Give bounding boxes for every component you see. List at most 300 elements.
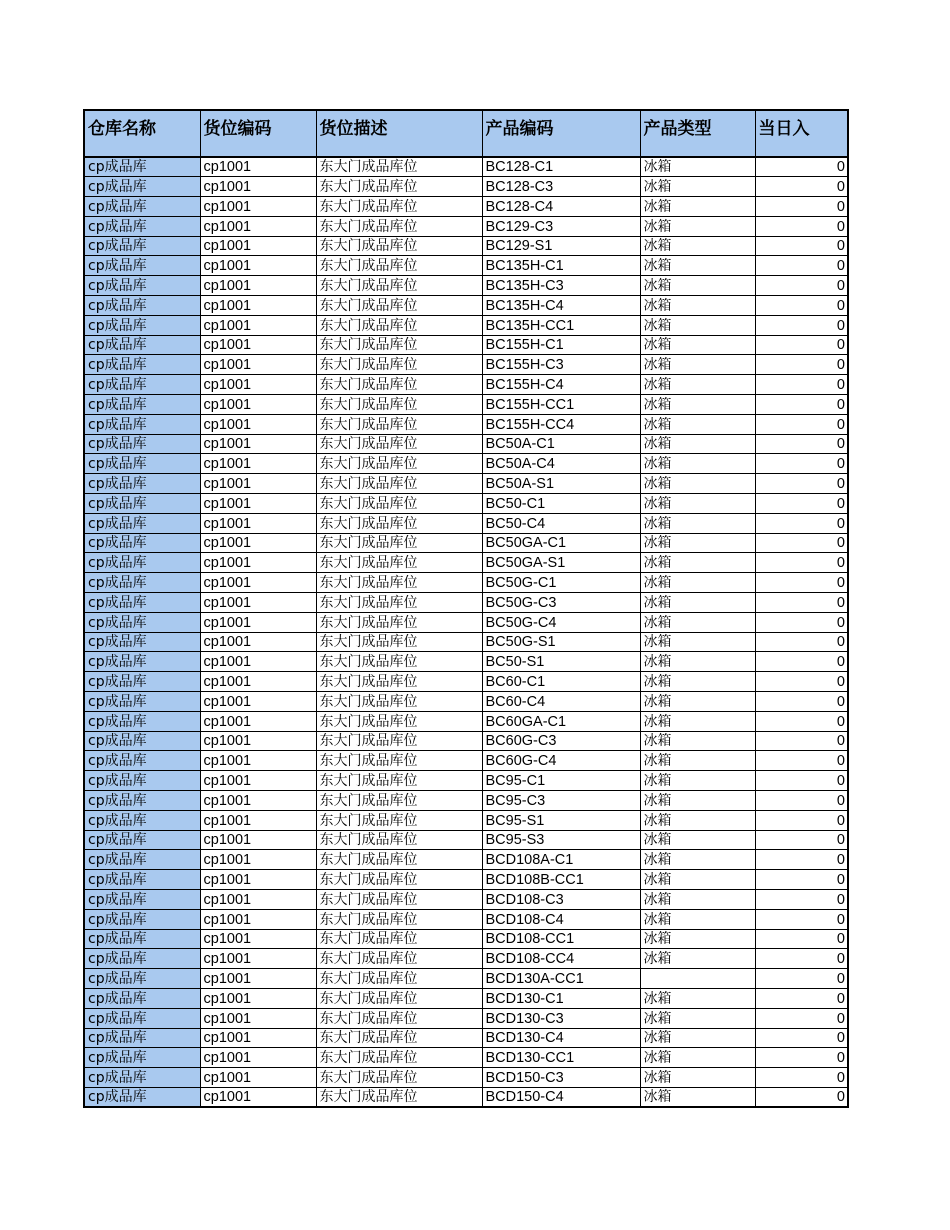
cell-warehouse-name[interactable]: cp成品库 bbox=[84, 414, 200, 434]
cell-product-code[interactable]: BC50A-C4 bbox=[482, 454, 640, 474]
cell-location-description[interactable]: 东大门成品库位 bbox=[316, 494, 482, 514]
cell-warehouse-name[interactable]: cp成品库 bbox=[84, 870, 200, 890]
cell-location-code[interactable]: cp1001 bbox=[200, 395, 316, 415]
cell-product-code[interactable]: BC95-S1 bbox=[482, 810, 640, 830]
cell-warehouse-name[interactable]: cp成品库 bbox=[84, 632, 200, 652]
cell-warehouse-name[interactable]: cp成品库 bbox=[84, 573, 200, 593]
cell-product-type[interactable]: 冰箱 bbox=[640, 434, 755, 454]
cell-warehouse-name[interactable]: cp成品库 bbox=[84, 830, 200, 850]
cell-daily-inbound[interactable]: 0 bbox=[755, 335, 848, 355]
cell-daily-inbound[interactable]: 0 bbox=[755, 969, 848, 989]
cell-location-description[interactable]: 东大门成品库位 bbox=[316, 256, 482, 276]
cell-product-code[interactable]: BC50G-S1 bbox=[482, 632, 640, 652]
cell-warehouse-name[interactable]: cp成品库 bbox=[84, 652, 200, 672]
cell-location-description[interactable]: 东大门成品库位 bbox=[316, 692, 482, 712]
cell-location-description[interactable]: 东大门成品库位 bbox=[316, 1028, 482, 1048]
cell-location-description[interactable]: 东大门成品库位 bbox=[316, 474, 482, 494]
cell-location-description[interactable]: 东大门成品库位 bbox=[316, 355, 482, 375]
cell-product-code[interactable]: BC155H-C3 bbox=[482, 355, 640, 375]
table-row bbox=[84, 395, 848, 415]
cell-product-code[interactable]: BC128-C1 bbox=[482, 157, 640, 177]
cell-location-description[interactable]: 东大门成品库位 bbox=[316, 909, 482, 929]
cell-warehouse-name[interactable]: cp成品库 bbox=[84, 593, 200, 613]
cell-product-type[interactable]: 冰箱 bbox=[640, 909, 755, 929]
cell-location-code[interactable]: cp1001 bbox=[200, 315, 316, 335]
cell-daily-inbound[interactable]: 0 bbox=[755, 632, 848, 652]
cell-product-type[interactable]: 冰箱 bbox=[640, 315, 755, 335]
cell-location-code[interactable]: cp1001 bbox=[200, 454, 316, 474]
cell-location-code[interactable]: cp1001 bbox=[200, 672, 316, 692]
cell-warehouse-name[interactable]: cp成品库 bbox=[84, 889, 200, 909]
cell-product-code[interactable]: BCD130-C3 bbox=[482, 1008, 640, 1028]
cell-location-code[interactable]: cp1001 bbox=[200, 850, 316, 870]
cell-daily-inbound[interactable]: 0 bbox=[755, 375, 848, 395]
cell-product-type[interactable]: 冰箱 bbox=[640, 731, 755, 751]
cell-location-code[interactable]: cp1001 bbox=[200, 909, 316, 929]
cell-location-code[interactable]: cp1001 bbox=[200, 513, 316, 533]
cell-location-description[interactable]: 东大门成品库位 bbox=[316, 810, 482, 830]
cell-warehouse-name[interactable]: cp成品库 bbox=[84, 791, 200, 811]
cell-location-description[interactable]: 东大门成品库位 bbox=[316, 1068, 482, 1088]
cell-location-code[interactable]: cp1001 bbox=[200, 157, 316, 177]
cell-daily-inbound[interactable]: 0 bbox=[755, 889, 848, 909]
cell-product-type[interactable]: 冰箱 bbox=[640, 1048, 755, 1068]
cell-daily-inbound[interactable]: 0 bbox=[755, 216, 848, 236]
cell-location-description[interactable]: 东大门成品库位 bbox=[316, 276, 482, 296]
cell-warehouse-name[interactable]: cp成品库 bbox=[84, 850, 200, 870]
cell-warehouse-name[interactable]: cp成品库 bbox=[84, 335, 200, 355]
cell-location-description[interactable]: 东大门成品库位 bbox=[316, 672, 482, 692]
cell-warehouse-name[interactable]: cp成品库 bbox=[84, 474, 200, 494]
table-row bbox=[84, 355, 848, 375]
cell-location-code[interactable]: cp1001 bbox=[200, 711, 316, 731]
cell-product-code[interactable]: BC60-C1 bbox=[482, 672, 640, 692]
cell-product-type[interactable]: 冰箱 bbox=[640, 1087, 755, 1107]
table-row bbox=[84, 256, 848, 276]
cell-product-type[interactable]: 冰箱 bbox=[640, 335, 755, 355]
cell-daily-inbound[interactable]: 0 bbox=[755, 909, 848, 929]
cell-product-code[interactable]: BC60GA-C1 bbox=[482, 711, 640, 731]
cell-location-description[interactable]: 东大门成品库位 bbox=[316, 652, 482, 672]
cell-location-description[interactable]: 东大门成品库位 bbox=[316, 731, 482, 751]
cell-warehouse-name[interactable]: cp成品库 bbox=[84, 553, 200, 573]
cell-warehouse-name[interactable]: cp成品库 bbox=[84, 513, 200, 533]
cell-product-code[interactable]: BC50G-C4 bbox=[482, 612, 640, 632]
cell-warehouse-name[interactable]: cp成品库 bbox=[84, 434, 200, 454]
cell-location-code[interactable]: cp1001 bbox=[200, 355, 316, 375]
cell-product-code[interactable]: BCD108-C4 bbox=[482, 909, 640, 929]
cell-daily-inbound[interactable]: 0 bbox=[755, 573, 848, 593]
cell-location-description[interactable]: 东大门成品库位 bbox=[316, 929, 482, 949]
cell-product-code[interactable]: BC60G-C3 bbox=[482, 731, 640, 751]
cell-daily-inbound[interactable]: 0 bbox=[755, 711, 848, 731]
cell-product-type[interactable]: 冰箱 bbox=[640, 672, 755, 692]
cell-product-code[interactable]: BC155H-C4 bbox=[482, 375, 640, 395]
cell-location-code[interactable]: cp1001 bbox=[200, 375, 316, 395]
cell-location-code[interactable]: cp1001 bbox=[200, 731, 316, 751]
cell-product-type[interactable]: 冰箱 bbox=[640, 177, 755, 197]
cell-warehouse-name[interactable]: cp成品库 bbox=[84, 494, 200, 514]
header-product-code: 产品编码 bbox=[482, 110, 640, 157]
cell-daily-inbound[interactable]: 0 bbox=[755, 1028, 848, 1048]
cell-warehouse-name[interactable]: cp成品库 bbox=[84, 810, 200, 830]
cell-location-code[interactable]: cp1001 bbox=[200, 593, 316, 613]
cell-daily-inbound[interactable]: 0 bbox=[755, 1008, 848, 1028]
cell-product-type[interactable]: 冰箱 bbox=[640, 157, 755, 177]
table-row bbox=[84, 315, 848, 335]
cell-product-type[interactable]: 冰箱 bbox=[640, 573, 755, 593]
cell-location-description[interactable]: 东大门成品库位 bbox=[316, 593, 482, 613]
cell-product-code[interactable]: BC155H-CC1 bbox=[482, 395, 640, 415]
cell-daily-inbound[interactable]: 0 bbox=[755, 533, 848, 553]
cell-daily-inbound[interactable]: 0 bbox=[755, 810, 848, 830]
cell-daily-inbound[interactable]: 0 bbox=[755, 751, 848, 771]
cell-product-type[interactable]: 冰箱 bbox=[640, 889, 755, 909]
cell-daily-inbound[interactable]: 0 bbox=[755, 355, 848, 375]
cell-product-code[interactable]: BC50-C1 bbox=[482, 494, 640, 514]
cell-warehouse-name[interactable]: cp成品库 bbox=[84, 731, 200, 751]
cell-product-code[interactable]: BCD130-CC1 bbox=[482, 1048, 640, 1068]
cell-product-type[interactable]: 冰箱 bbox=[640, 929, 755, 949]
cell-product-code[interactable]: BC128-C4 bbox=[482, 197, 640, 217]
cell-warehouse-name[interactable]: cp成品库 bbox=[84, 355, 200, 375]
cell-location-code[interactable]: cp1001 bbox=[200, 949, 316, 969]
cell-product-code[interactable]: BCD150-C3 bbox=[482, 1068, 640, 1088]
cell-location-code[interactable]: cp1001 bbox=[200, 870, 316, 890]
cell-location-description[interactable]: 东大门成品库位 bbox=[316, 315, 482, 335]
cell-warehouse-name[interactable]: cp成品库 bbox=[84, 1048, 200, 1068]
cell-product-type[interactable]: 冰箱 bbox=[640, 355, 755, 375]
cell-product-type[interactable]: 冰箱 bbox=[640, 553, 755, 573]
cell-product-type[interactable]: 冰箱 bbox=[640, 652, 755, 672]
cell-product-code[interactable]: BC129-S1 bbox=[482, 236, 640, 256]
cell-location-description[interactable]: 东大门成品库位 bbox=[316, 1048, 482, 1068]
cell-warehouse-name[interactable]: cp成品库 bbox=[84, 1028, 200, 1048]
cell-location-code[interactable]: cp1001 bbox=[200, 612, 316, 632]
cell-location-description[interactable]: 东大门成品库位 bbox=[316, 414, 482, 434]
cell-daily-inbound[interactable]: 0 bbox=[755, 988, 848, 1008]
cell-daily-inbound[interactable]: 0 bbox=[755, 513, 848, 533]
cell-daily-inbound[interactable]: 0 bbox=[755, 553, 848, 573]
cell-location-description[interactable]: 东大门成品库位 bbox=[316, 395, 482, 415]
cell-location-description[interactable]: 东大门成品库位 bbox=[316, 870, 482, 890]
cell-location-description[interactable]: 东大门成品库位 bbox=[316, 612, 482, 632]
cell-warehouse-name[interactable]: cp成品库 bbox=[84, 692, 200, 712]
cell-location-code[interactable]: cp1001 bbox=[200, 553, 316, 573]
cell-location-code[interactable]: cp1001 bbox=[200, 791, 316, 811]
cell-warehouse-name[interactable]: cp成品库 bbox=[84, 672, 200, 692]
cell-product-code[interactable]: BCD130-C1 bbox=[482, 988, 640, 1008]
cell-location-description[interactable]: 东大门成品库位 bbox=[316, 197, 482, 217]
cell-location-description[interactable]: 东大门成品库位 bbox=[316, 830, 482, 850]
table-row bbox=[84, 830, 848, 850]
cell-warehouse-name[interactable]: cp成品库 bbox=[84, 533, 200, 553]
cell-product-code[interactable]: BCD108B-CC1 bbox=[482, 870, 640, 890]
cell-daily-inbound[interactable]: 0 bbox=[755, 612, 848, 632]
cell-location-code[interactable]: cp1001 bbox=[200, 889, 316, 909]
cell-product-code[interactable]: BC128-C3 bbox=[482, 177, 640, 197]
cell-location-description[interactable]: 东大门成品库位 bbox=[316, 711, 482, 731]
cell-daily-inbound[interactable]: 0 bbox=[755, 830, 848, 850]
cell-product-type[interactable]: 冰箱 bbox=[640, 513, 755, 533]
table-row bbox=[84, 454, 848, 474]
cell-location-code[interactable]: cp1001 bbox=[200, 771, 316, 791]
cell-location-code[interactable]: cp1001 bbox=[200, 434, 316, 454]
cell-warehouse-name[interactable]: cp成品库 bbox=[84, 216, 200, 236]
cell-daily-inbound[interactable]: 0 bbox=[755, 454, 848, 474]
cell-daily-inbound[interactable]: 0 bbox=[755, 771, 848, 791]
table-row bbox=[84, 1048, 848, 1068]
cell-product-type[interactable]: 冰箱 bbox=[640, 197, 755, 217]
cell-warehouse-name[interactable]: cp成品库 bbox=[84, 1068, 200, 1088]
table-row bbox=[84, 1087, 848, 1107]
cell-product-code[interactable]: BCD130-C4 bbox=[482, 1028, 640, 1048]
cell-location-code[interactable]: cp1001 bbox=[200, 1008, 316, 1028]
cell-product-type[interactable]: 冰箱 bbox=[640, 256, 755, 276]
cell-location-code[interactable]: cp1001 bbox=[200, 1087, 316, 1107]
cell-location-code[interactable]: cp1001 bbox=[200, 573, 316, 593]
cell-product-type[interactable]: 冰箱 bbox=[640, 850, 755, 870]
cell-daily-inbound[interactable]: 0 bbox=[755, 929, 848, 949]
cell-warehouse-name[interactable]: cp成品库 bbox=[84, 157, 200, 177]
cell-daily-inbound[interactable]: 0 bbox=[755, 236, 848, 256]
cell-daily-inbound[interactable]: 0 bbox=[755, 177, 848, 197]
cell-location-code[interactable]: cp1001 bbox=[200, 236, 316, 256]
cell-product-type[interactable]: 冰箱 bbox=[640, 751, 755, 771]
cell-warehouse-name[interactable]: cp成品库 bbox=[84, 197, 200, 217]
cell-product-code[interactable]: BCD130A-CC1 bbox=[482, 969, 640, 989]
cell-product-type[interactable]: 冰箱 bbox=[640, 593, 755, 613]
cell-product-type[interactable] bbox=[640, 969, 755, 989]
cell-product-code[interactable]: BC50-S1 bbox=[482, 652, 640, 672]
cell-location-code[interactable]: cp1001 bbox=[200, 692, 316, 712]
cell-location-code[interactable]: cp1001 bbox=[200, 1048, 316, 1068]
cell-product-type[interactable]: 冰箱 bbox=[640, 692, 755, 712]
cell-product-code[interactable]: BCD150-C4 bbox=[482, 1087, 640, 1107]
cell-location-code[interactable]: cp1001 bbox=[200, 494, 316, 514]
cell-warehouse-name[interactable]: cp成品库 bbox=[84, 276, 200, 296]
cell-warehouse-name[interactable]: cp成品库 bbox=[84, 375, 200, 395]
cell-daily-inbound[interactable]: 0 bbox=[755, 1068, 848, 1088]
cell-daily-inbound[interactable]: 0 bbox=[755, 652, 848, 672]
table-row bbox=[84, 375, 848, 395]
cell-product-code[interactable]: BC135H-CC1 bbox=[482, 315, 640, 335]
cell-daily-inbound[interactable]: 0 bbox=[755, 731, 848, 751]
cell-product-code[interactable]: BC95-C3 bbox=[482, 791, 640, 811]
cell-location-description[interactable]: 东大门成品库位 bbox=[316, 791, 482, 811]
cell-product-type[interactable]: 冰箱 bbox=[640, 1028, 755, 1048]
cell-location-description[interactable]: 东大门成品库位 bbox=[316, 949, 482, 969]
cell-product-type[interactable]: 冰箱 bbox=[640, 236, 755, 256]
cell-product-type[interactable]: 冰箱 bbox=[640, 870, 755, 890]
cell-location-code[interactable]: cp1001 bbox=[200, 177, 316, 197]
cell-location-description[interactable]: 东大门成品库位 bbox=[316, 454, 482, 474]
cell-product-type[interactable]: 冰箱 bbox=[640, 791, 755, 811]
cell-location-code[interactable]: cp1001 bbox=[200, 988, 316, 1008]
cell-product-code[interactable]: BC50G-C3 bbox=[482, 593, 640, 613]
cell-product-type[interactable]: 冰箱 bbox=[640, 1008, 755, 1028]
cell-product-code[interactable]: BC50GA-S1 bbox=[482, 553, 640, 573]
cell-daily-inbound[interactable]: 0 bbox=[755, 692, 848, 712]
cell-daily-inbound[interactable]: 0 bbox=[755, 315, 848, 335]
cell-location-code[interactable]: cp1001 bbox=[200, 335, 316, 355]
cell-product-type[interactable]: 冰箱 bbox=[640, 375, 755, 395]
cell-location-description[interactable]: 东大门成品库位 bbox=[316, 850, 482, 870]
cell-product-code[interactable]: BCD108-C3 bbox=[482, 889, 640, 909]
cell-product-code[interactable]: BC50G-C1 bbox=[482, 573, 640, 593]
cell-daily-inbound[interactable]: 0 bbox=[755, 870, 848, 890]
cell-daily-inbound[interactable]: 0 bbox=[755, 474, 848, 494]
cell-location-code[interactable]: cp1001 bbox=[200, 533, 316, 553]
cell-product-code[interactable]: BC135H-C1 bbox=[482, 256, 640, 276]
cell-location-description[interactable]: 东大门成品库位 bbox=[316, 533, 482, 553]
cell-product-code[interactable]: BC129-C3 bbox=[482, 216, 640, 236]
cell-warehouse-name[interactable]: cp成品库 bbox=[84, 1087, 200, 1107]
cell-product-type[interactable]: 冰箱 bbox=[640, 988, 755, 1008]
cell-location-description[interactable]: 东大门成品库位 bbox=[316, 969, 482, 989]
cell-daily-inbound[interactable]: 0 bbox=[755, 494, 848, 514]
cell-daily-inbound[interactable]: 0 bbox=[755, 1048, 848, 1068]
cell-product-code[interactable]: BC60G-C4 bbox=[482, 751, 640, 771]
cell-location-description[interactable]: 东大门成品库位 bbox=[316, 751, 482, 771]
cell-daily-inbound[interactable]: 0 bbox=[755, 296, 848, 316]
cell-product-type[interactable]: 冰箱 bbox=[640, 395, 755, 415]
cell-location-code[interactable]: cp1001 bbox=[200, 414, 316, 434]
cell-daily-inbound[interactable]: 0 bbox=[755, 414, 848, 434]
cell-warehouse-name[interactable]: cp成品库 bbox=[84, 395, 200, 415]
cell-warehouse-name[interactable]: cp成品库 bbox=[84, 315, 200, 335]
cell-location-code[interactable]: cp1001 bbox=[200, 969, 316, 989]
cell-location-code[interactable]: cp1001 bbox=[200, 276, 316, 296]
cell-product-type[interactable]: 冰箱 bbox=[640, 474, 755, 494]
cell-location-description[interactable]: 东大门成品库位 bbox=[316, 573, 482, 593]
cell-location-description[interactable]: 东大门成品库位 bbox=[316, 889, 482, 909]
cell-daily-inbound[interactable]: 0 bbox=[755, 157, 848, 177]
cell-daily-inbound[interactable]: 0 bbox=[755, 434, 848, 454]
cell-location-description[interactable]: 东大门成品库位 bbox=[316, 988, 482, 1008]
cell-location-description[interactable]: 东大门成品库位 bbox=[316, 177, 482, 197]
cell-product-code[interactable]: BC95-S3 bbox=[482, 830, 640, 850]
cell-product-code[interactable]: BC50A-C1 bbox=[482, 434, 640, 454]
cell-product-type[interactable]: 冰箱 bbox=[640, 216, 755, 236]
cell-product-type[interactable]: 冰箱 bbox=[640, 533, 755, 553]
cell-location-description[interactable]: 东大门成品库位 bbox=[316, 335, 482, 355]
cell-product-code[interactable]: BC135H-C3 bbox=[482, 276, 640, 296]
cell-product-code[interactable]: BC155H-C1 bbox=[482, 335, 640, 355]
cell-product-type[interactable]: 冰箱 bbox=[640, 830, 755, 850]
cell-product-code[interactable]: BC50-C4 bbox=[482, 513, 640, 533]
cell-location-description[interactable]: 东大门成品库位 bbox=[316, 236, 482, 256]
cell-product-code[interactable]: BC60-C4 bbox=[482, 692, 640, 712]
cell-product-type[interactable]: 冰箱 bbox=[640, 810, 755, 830]
cell-daily-inbound[interactable]: 0 bbox=[755, 256, 848, 276]
cell-daily-inbound[interactable]: 0 bbox=[755, 672, 848, 692]
cell-daily-inbound[interactable]: 0 bbox=[755, 197, 848, 217]
cell-location-description[interactable]: 东大门成品库位 bbox=[316, 771, 482, 791]
cell-product-code[interactable]: BCD108A-C1 bbox=[482, 850, 640, 870]
cell-location-code[interactable]: cp1001 bbox=[200, 652, 316, 672]
cell-product-type[interactable]: 冰箱 bbox=[640, 711, 755, 731]
cell-location-code[interactable]: cp1001 bbox=[200, 810, 316, 830]
cell-warehouse-name[interactable]: cp成品库 bbox=[84, 988, 200, 1008]
cell-product-code[interactable]: BCD108-CC4 bbox=[482, 949, 640, 969]
cell-product-type[interactable]: 冰箱 bbox=[640, 632, 755, 652]
cell-location-code[interactable]: cp1001 bbox=[200, 296, 316, 316]
cell-product-type[interactable]: 冰箱 bbox=[640, 454, 755, 474]
cell-product-type[interactable]: 冰箱 bbox=[640, 414, 755, 434]
cell-location-description[interactable]: 东大门成品库位 bbox=[316, 553, 482, 573]
table-row bbox=[84, 276, 848, 296]
table-row bbox=[84, 751, 848, 771]
cell-location-code[interactable]: cp1001 bbox=[200, 216, 316, 236]
cell-warehouse-name[interactable]: cp成品库 bbox=[84, 969, 200, 989]
cell-daily-inbound[interactable]: 0 bbox=[755, 276, 848, 296]
cell-product-code[interactable]: BC155H-CC4 bbox=[482, 414, 640, 434]
cell-daily-inbound[interactable]: 0 bbox=[755, 949, 848, 969]
cell-location-code[interactable]: cp1001 bbox=[200, 474, 316, 494]
cell-warehouse-name[interactable]: cp成品库 bbox=[84, 236, 200, 256]
cell-daily-inbound[interactable]: 0 bbox=[755, 593, 848, 613]
cell-daily-inbound[interactable]: 0 bbox=[755, 791, 848, 811]
cell-location-description[interactable]: 东大门成品库位 bbox=[316, 1087, 482, 1107]
cell-product-code[interactable]: BC135H-C4 bbox=[482, 296, 640, 316]
cell-warehouse-name[interactable]: cp成品库 bbox=[84, 612, 200, 632]
cell-warehouse-name[interactable]: cp成品库 bbox=[84, 711, 200, 731]
cell-product-type[interactable]: 冰箱 bbox=[640, 612, 755, 632]
cell-location-description[interactable]: 东大门成品库位 bbox=[316, 296, 482, 316]
cell-product-code[interactable]: BC50GA-C1 bbox=[482, 533, 640, 553]
cell-location-code[interactable]: cp1001 bbox=[200, 929, 316, 949]
cell-product-code[interactable]: BCD108-CC1 bbox=[482, 929, 640, 949]
cell-warehouse-name[interactable]: cp成品库 bbox=[84, 296, 200, 316]
cell-product-type[interactable]: 冰箱 bbox=[640, 296, 755, 316]
cell-product-type[interactable]: 冰箱 bbox=[640, 771, 755, 791]
cell-location-description[interactable]: 东大门成品库位 bbox=[316, 513, 482, 533]
cell-daily-inbound[interactable]: 0 bbox=[755, 850, 848, 870]
cell-location-description[interactable]: 东大门成品库位 bbox=[316, 216, 482, 236]
cell-location-code[interactable]: cp1001 bbox=[200, 632, 316, 652]
cell-location-description[interactable]: 东大门成品库位 bbox=[316, 632, 482, 652]
cell-warehouse-name[interactable]: cp成品库 bbox=[84, 949, 200, 969]
cell-warehouse-name[interactable]: cp成品库 bbox=[84, 256, 200, 276]
cell-location-code[interactable]: cp1001 bbox=[200, 197, 316, 217]
cell-location-code[interactable]: cp1001 bbox=[200, 1028, 316, 1048]
cell-warehouse-name[interactable]: cp成品库 bbox=[84, 771, 200, 791]
cell-product-type[interactable]: 冰箱 bbox=[640, 949, 755, 969]
cell-warehouse-name[interactable]: cp成品库 bbox=[84, 1008, 200, 1028]
cell-location-description[interactable]: 东大门成品库位 bbox=[316, 375, 482, 395]
cell-product-type[interactable]: 冰箱 bbox=[640, 494, 755, 514]
cell-product-code[interactable]: BC95-C1 bbox=[482, 771, 640, 791]
cell-warehouse-name[interactable]: cp成品库 bbox=[84, 751, 200, 771]
cell-product-type[interactable]: 冰箱 bbox=[640, 276, 755, 296]
cell-location-code[interactable]: cp1001 bbox=[200, 751, 316, 771]
cell-location-description[interactable]: 东大门成品库位 bbox=[316, 434, 482, 454]
cell-daily-inbound[interactable]: 0 bbox=[755, 1087, 848, 1107]
cell-location-code[interactable]: cp1001 bbox=[200, 1068, 316, 1088]
cell-location-code[interactable]: cp1001 bbox=[200, 256, 316, 276]
cell-warehouse-name[interactable]: cp成品库 bbox=[84, 454, 200, 474]
cell-daily-inbound[interactable]: 0 bbox=[755, 395, 848, 415]
cell-warehouse-name[interactable]: cp成品库 bbox=[84, 929, 200, 949]
cell-product-type[interactable]: 冰箱 bbox=[640, 1068, 755, 1088]
cell-location-code[interactable]: cp1001 bbox=[200, 830, 316, 850]
cell-location-description[interactable]: 东大门成品库位 bbox=[316, 1008, 482, 1028]
cell-location-description[interactable]: 东大门成品库位 bbox=[316, 157, 482, 177]
cell-warehouse-name[interactable]: cp成品库 bbox=[84, 177, 200, 197]
cell-warehouse-name[interactable]: cp成品库 bbox=[84, 909, 200, 929]
cell-product-code[interactable]: BC50A-S1 bbox=[482, 474, 640, 494]
